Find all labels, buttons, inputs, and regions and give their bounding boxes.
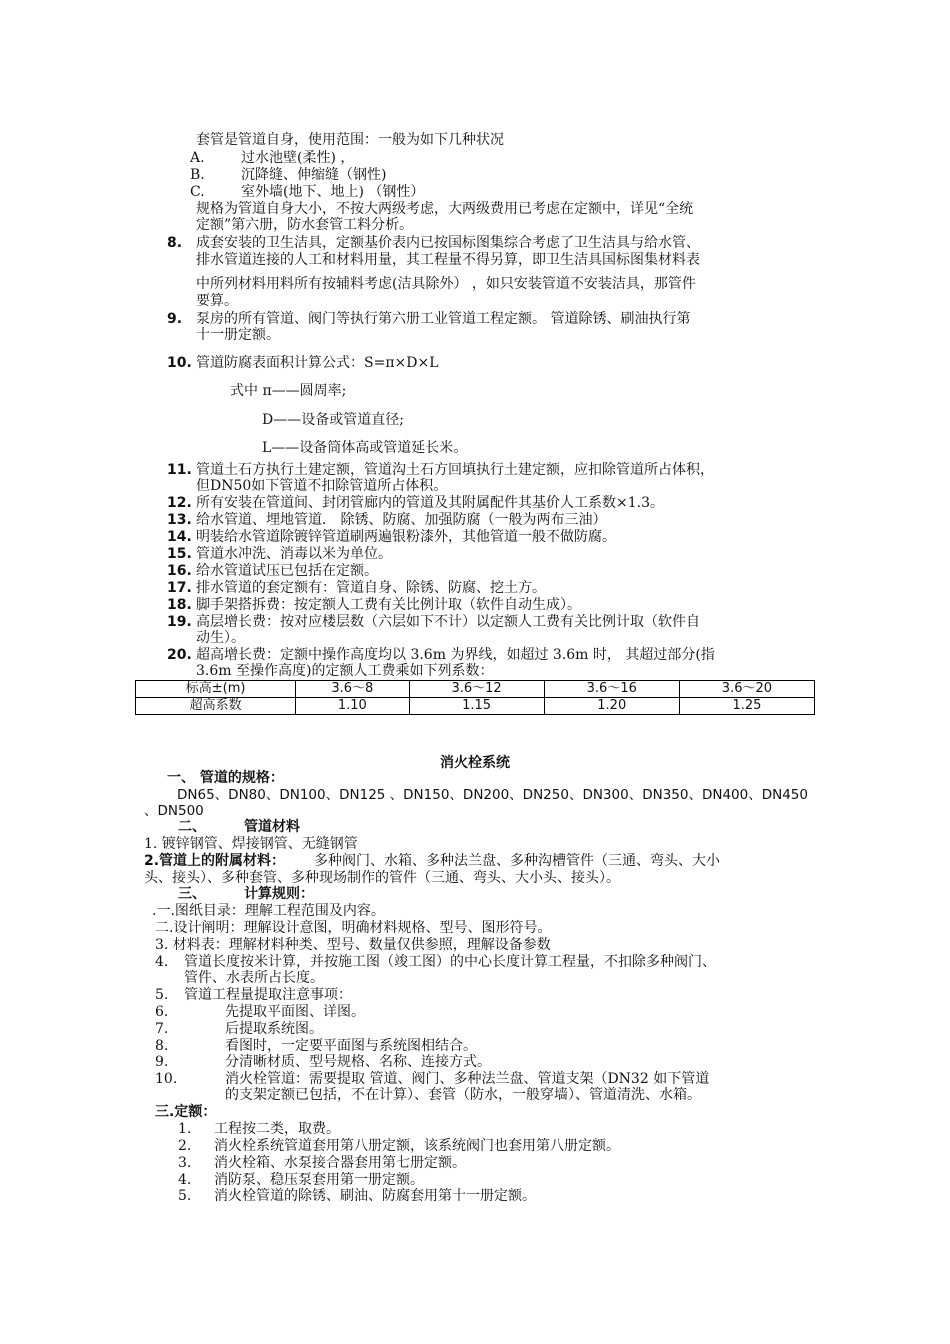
item-14-text: 明装给水管道除镀锌管道刷两遍银粉漆外，其他管道一般不做防腐。 bbox=[196, 529, 616, 545]
rule-8-number: 8. bbox=[155, 1038, 169, 1054]
materials-item-1: 1. 镀锌钢管、焊接钢管、无缝钢管 bbox=[144, 836, 358, 852]
section-1-heading: 一、 管道的规格： bbox=[167, 770, 284, 786]
rule-1: .一.图纸目录：理解工程范围及内容。 bbox=[152, 903, 385, 919]
table-cell: 3.6～20 bbox=[679, 681, 814, 698]
rule-4-number: 4. bbox=[155, 954, 169, 970]
item-8-line-4: 要算。 bbox=[196, 293, 238, 309]
rule-3: 3. 材料表：理解材料种类、型号、数量仅供参照，理解设备参数 bbox=[155, 937, 551, 953]
rule-5-number: 5. bbox=[155, 987, 169, 1003]
item-b-label: B. bbox=[190, 167, 205, 183]
item-19-line-1: 高层增长费：按对应楼层数（六层如下不计）以定额人工费有关比例计取（软件自 bbox=[196, 614, 700, 630]
quota-1-text: 工程按二类，取费。 bbox=[214, 1121, 340, 1137]
item-13-number: 13. bbox=[167, 512, 192, 528]
table-cell: 3.6～16 bbox=[544, 681, 679, 698]
item-10-number: 10. bbox=[167, 355, 192, 371]
item-8-line-3: 中所列材料用料所有按辅料考虑(洁具除外） ，如只安装管道不安装洁具，那管件 bbox=[196, 276, 696, 292]
item-8-line-2: 排水管道连接的人工和材料用量，其工程量不得另算，即卫生洁具国标图集材料表 bbox=[196, 252, 700, 268]
rule-2: 二.设计阐明：理解设计意图，明确材料规格、型号、图形符号。 bbox=[155, 920, 552, 936]
quota-2-text: 消火栓系统管道套用第八册定额，该系统阀门也套用第八册定额。 bbox=[214, 1138, 620, 1154]
quota-3-number: 3. bbox=[178, 1155, 192, 1171]
item-10-line-2: 式中 π——圆周率; bbox=[230, 383, 347, 399]
quota-5-text: 消火栓管道的除锈、刷油、防腐套用第十一册定额。 bbox=[214, 1188, 536, 1204]
table-cell: 1.10 bbox=[296, 698, 409, 715]
quota-4-number: 4. bbox=[178, 1172, 192, 1188]
item-20-line-2: 3.6m 至操作高度)的定额人工费乘如下列系数： bbox=[196, 663, 494, 679]
rule-10-line-1: 消火栓管道：需要提取 管道、阀门、多种法兰盘、管道支架（DN32 如下管道 bbox=[225, 1071, 710, 1087]
item-18-number: 18. bbox=[167, 597, 192, 613]
item-b-text: 沉降缝、伸缩缝（钢性) bbox=[241, 167, 387, 183]
table-cell: 标高±(m) bbox=[136, 681, 296, 698]
spec-line-1: 规格为管道自身大小，不按大两级考虑，大两级费用已考虑在定额中，详见“全统 bbox=[196, 201, 694, 217]
section-3-heading-number: 三、 bbox=[178, 886, 206, 902]
item-14-number: 14. bbox=[167, 529, 192, 545]
intro-line: 套管是管道自身，使用范围：一般为如下几种状况 bbox=[196, 132, 504, 148]
item-17-text: 排水管道的套定额有：管道自身、除锈、防腐、挖土方。 bbox=[196, 580, 546, 596]
table-cell: 3.6～12 bbox=[409, 681, 544, 698]
quota-5-number: 5. bbox=[178, 1188, 192, 1204]
item-9-number: 9. bbox=[167, 311, 183, 327]
materials-item-2-line-1: 多种阀门、水箱、多种法兰盘、多种沟槽管件（三通、弯头、大小 bbox=[314, 853, 720, 869]
item-11-line-2: 但DN50如下管道不扣除管道所占体积。 bbox=[196, 478, 448, 494]
item-8-number: 8. bbox=[167, 235, 183, 251]
quota-2-number: 2. bbox=[178, 1138, 192, 1154]
item-13-text: 给水管道、埋地管道． 除锈、防腐、加强防腐（一般为两布三油） bbox=[196, 512, 607, 528]
item-16-number: 16. bbox=[167, 563, 192, 579]
table-row bbox=[136, 698, 815, 715]
item-15-number: 15. bbox=[167, 546, 192, 562]
section-2-heading-number: 二、 bbox=[178, 819, 206, 835]
rule-9-text: 分清晰材质、型号规格、名称、连接方式。 bbox=[225, 1054, 491, 1070]
rule-6-number: 6. bbox=[155, 1004, 169, 1020]
section-title: 消火栓系统 bbox=[440, 755, 510, 771]
table-cell: 1.20 bbox=[544, 698, 679, 715]
spec-line-2: 定额”第六册，防水套管工料分析。 bbox=[196, 217, 414, 233]
item-10-line-1: 管道防腐表面积计算公式：S=π×D×L bbox=[196, 355, 439, 371]
item-c-text: 室外墙(地下、地上) （钢性） bbox=[241, 184, 425, 200]
rule-5-text: 管道工程量提取注意事项： bbox=[184, 987, 352, 1003]
rule-4-line-2: 管件、水表所占长度。 bbox=[184, 970, 324, 986]
rule-8-text: 看图时，一定要平面图与系统图相结合。 bbox=[225, 1038, 477, 1054]
materials-item-2-heading: 2.管道上的附属材料： bbox=[144, 853, 286, 869]
item-8-line-1: 成套安装的卫生洁具，定额基价表内已按国标图集综合考虑了卫生洁具与给水管、 bbox=[196, 235, 700, 251]
item-17-number: 17. bbox=[167, 580, 192, 596]
item-c-label: C. bbox=[190, 184, 205, 200]
rule-10-number: 10. bbox=[155, 1071, 178, 1087]
quota-3-text: 消火栓箱、水泵接合器套用第七册定额。 bbox=[214, 1155, 466, 1171]
materials-item-2-line-2: 头、接头）、多种套管、多种现场制作的管件（三通、弯头、大小头、接头）。 bbox=[144, 870, 620, 886]
rule-4-line-1: 管道长度按米计算，并按施工图（竣工图）的中心长度计算工程量，不扣除多种阀门、 bbox=[184, 954, 716, 970]
item-11-line-1: 管道土石方执行土建定额，管道沟土石方回填执行土建定额，应扣除管道所占体积， bbox=[196, 462, 714, 478]
item-18-text: 脚手架搭拆费：按定额人工费有关比例计取（软件自动生成）。 bbox=[196, 597, 581, 613]
item-16-text: 给水管道试压已包括在定额。 bbox=[196, 563, 378, 579]
item-9-line-2: 十一册定额。 bbox=[196, 327, 280, 343]
table-cell: 1.25 bbox=[679, 698, 814, 715]
table-row bbox=[136, 681, 815, 698]
item-11-number: 11. bbox=[167, 462, 192, 478]
item-10-line-4: L——设备筒体高或管道延长米。 bbox=[262, 440, 468, 456]
item-12-text: 所有安装在管道间、封闭管廊内的管道及其附属配件其基价人工系数×1.3。 bbox=[196, 495, 664, 511]
item-12-number: 12. bbox=[167, 495, 192, 511]
item-20-line-1: 超高增长费：定额中操作高度均以 3.6m 为界线，如超过 3.6m 时， 其超过部分(指 bbox=[196, 647, 715, 663]
item-20-number: 20. bbox=[167, 647, 192, 663]
item-a-text: 过水池壁(柔性) ， bbox=[241, 150, 355, 166]
item-19-number: 19. bbox=[167, 614, 192, 630]
pipe-specs-line-2: 、DN500 bbox=[144, 803, 204, 819]
quota-4-text: 消防泵、稳压泵套用第一册定额。 bbox=[214, 1172, 424, 1188]
item-a-label: A. bbox=[190, 150, 205, 166]
rule-7-number: 7. bbox=[155, 1021, 169, 1037]
table-cell: 1.15 bbox=[409, 698, 544, 715]
table-cell: 3.6～8 bbox=[296, 681, 409, 698]
rule-9-number: 9. bbox=[155, 1054, 169, 1070]
table-cell: 超高系数 bbox=[136, 698, 296, 715]
section-3-heading: 计算规则： bbox=[244, 886, 314, 902]
item-15-text: 管道水冲洗、消毒以米为单位。 bbox=[196, 546, 392, 562]
item-19-line-2: 动生）。 bbox=[196, 630, 245, 646]
rule-10-line-2: 的支架定额已包括，不在计算）、套管（防水，一般穿墙）、管道清洗、水箱。 bbox=[225, 1087, 701, 1103]
quota-1-number: 1. bbox=[178, 1121, 192, 1137]
pipe-specs-line-1: DN65、DN80、DN100、DN125 、DN150、DN200、DN250、DN300、DN350、DN400、DN450 bbox=[177, 787, 808, 803]
rule-6-text: 先提取平面图、详图。 bbox=[225, 1004, 365, 1020]
section-4-heading: 三.定额： bbox=[155, 1104, 217, 1120]
item-10-line-3: D——设备或管道直径; bbox=[262, 412, 404, 428]
rule-7-text: 后提取系统图。 bbox=[225, 1021, 323, 1037]
section-2-heading: 管道材料 bbox=[244, 819, 300, 835]
item-9-line-1: 泵房的所有管道、阀门等执行第六册工业管道工程定额。 管道除锈、刷油执行第 bbox=[196, 311, 691, 327]
height-coefficient-table bbox=[135, 680, 815, 715]
